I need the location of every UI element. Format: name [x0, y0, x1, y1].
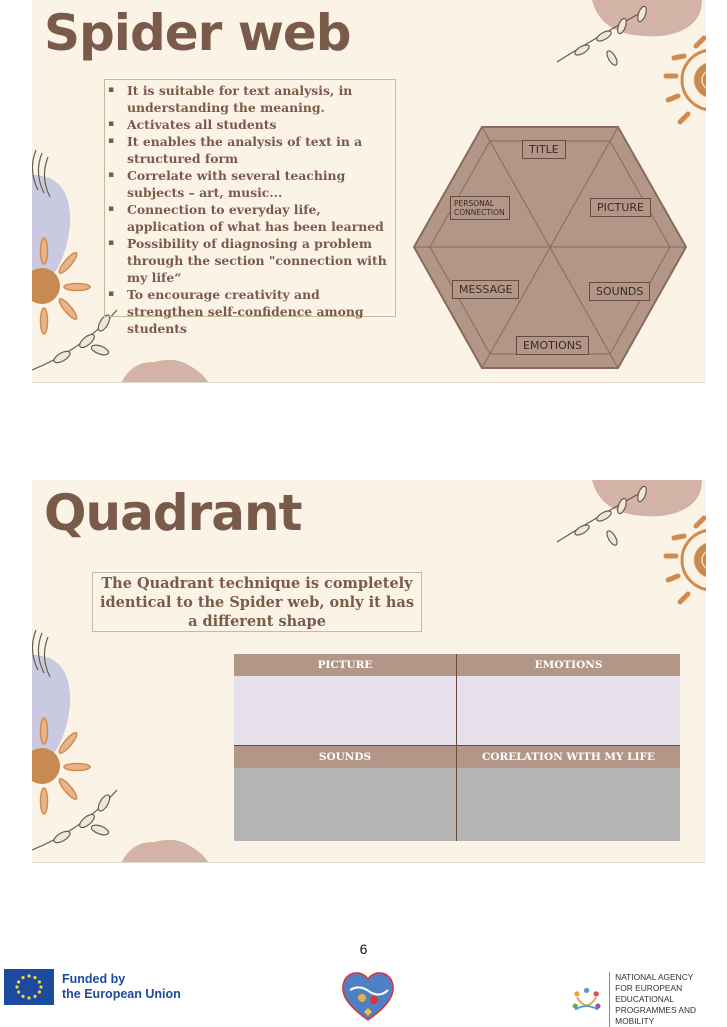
spider-web-hexagon: [412, 126, 688, 370]
hex-label-sounds: SOUNDS: [589, 282, 650, 301]
eu-funding-line: Funded by: [62, 972, 126, 986]
list-item: ▪ Activates all students: [127, 116, 395, 133]
sun-decoration-icon: [552, 0, 706, 140]
quadrant-header-corelation: CORELATION WITH MY LIFE: [457, 746, 680, 768]
national-agency-logo: [570, 972, 727, 1027]
quadrant-cell-picture: [234, 676, 457, 746]
list-item: ▪ It enables the analysis of text in a structured form: [127, 133, 395, 167]
hex-label-title: TITLE: [522, 140, 566, 159]
bullet-list: [105, 82, 395, 337]
page-number: 6: [359, 941, 368, 957]
slide-quadrant: [32, 480, 706, 863]
eu-funding-line: the European Union: [62, 987, 181, 1001]
list-item: ▪ To encourage creativity and strengthen self-confidence among students: [127, 286, 395, 337]
hex-label-message: MESSAGE: [452, 280, 519, 299]
list-item: ▪ It is suitable for text analysis, in understanding the meaning.: [127, 82, 395, 116]
agency-people-icon: [570, 985, 603, 1015]
quadrant-description: The Quadrant technique is completely identical to the Spider web, only it has a different shape: [92, 572, 422, 632]
agency-line: PROGRAMMES AND MOBILITY: [615, 1005, 697, 1026]
eu-funding-logo: [4, 969, 181, 1005]
agency-text: [609, 972, 727, 1027]
quadrant-cell-sounds: [234, 768, 457, 841]
quadrant-header-picture: PICTURE: [234, 654, 457, 676]
list-item: ▪ Possibility of diagnosing a problem through the section "connection with my life“: [127, 235, 395, 286]
hex-label-personal-connection: PERSONAL CONNECTION: [450, 196, 510, 220]
bottom-shape-decoration-icon: [120, 836, 210, 863]
hex-label-emotions: EMOTIONS: [516, 336, 589, 355]
quadrant-cell-emotions: [457, 676, 680, 746]
left-floral-decoration-icon: [32, 625, 142, 863]
agency-line: NATIONAL AGENCY: [615, 972, 694, 982]
hex-label-picture: PICTURE: [590, 198, 651, 217]
slide-title: Spider web: [44, 4, 351, 62]
heart-project-logo-icon: [340, 968, 396, 1022]
eu-funding-text: [62, 972, 181, 1002]
quadrant-header-emotions: EMOTIONS: [457, 654, 680, 676]
sun-decoration-icon: [552, 480, 706, 620]
list-item: ▪ Connection to everyday life, application of what has been learned: [127, 201, 395, 235]
agency-line: FOR EUROPEAN EDUCATIONAL: [615, 983, 683, 1004]
bullet-list-box: [104, 79, 396, 336]
quadrant-header-sounds: SOUNDS: [234, 746, 457, 768]
list-item: ▪ Correlate with several teaching subjects – art, music...: [127, 167, 395, 201]
bottom-shape-decoration-icon: [120, 356, 210, 383]
quadrant-cell-corelation: [457, 768, 680, 841]
slide-title: Quadrant: [44, 484, 302, 542]
quadrant-table: [234, 654, 680, 841]
slide-spider-web: [32, 0, 706, 383]
eu-flag-icon: [4, 969, 54, 1005]
